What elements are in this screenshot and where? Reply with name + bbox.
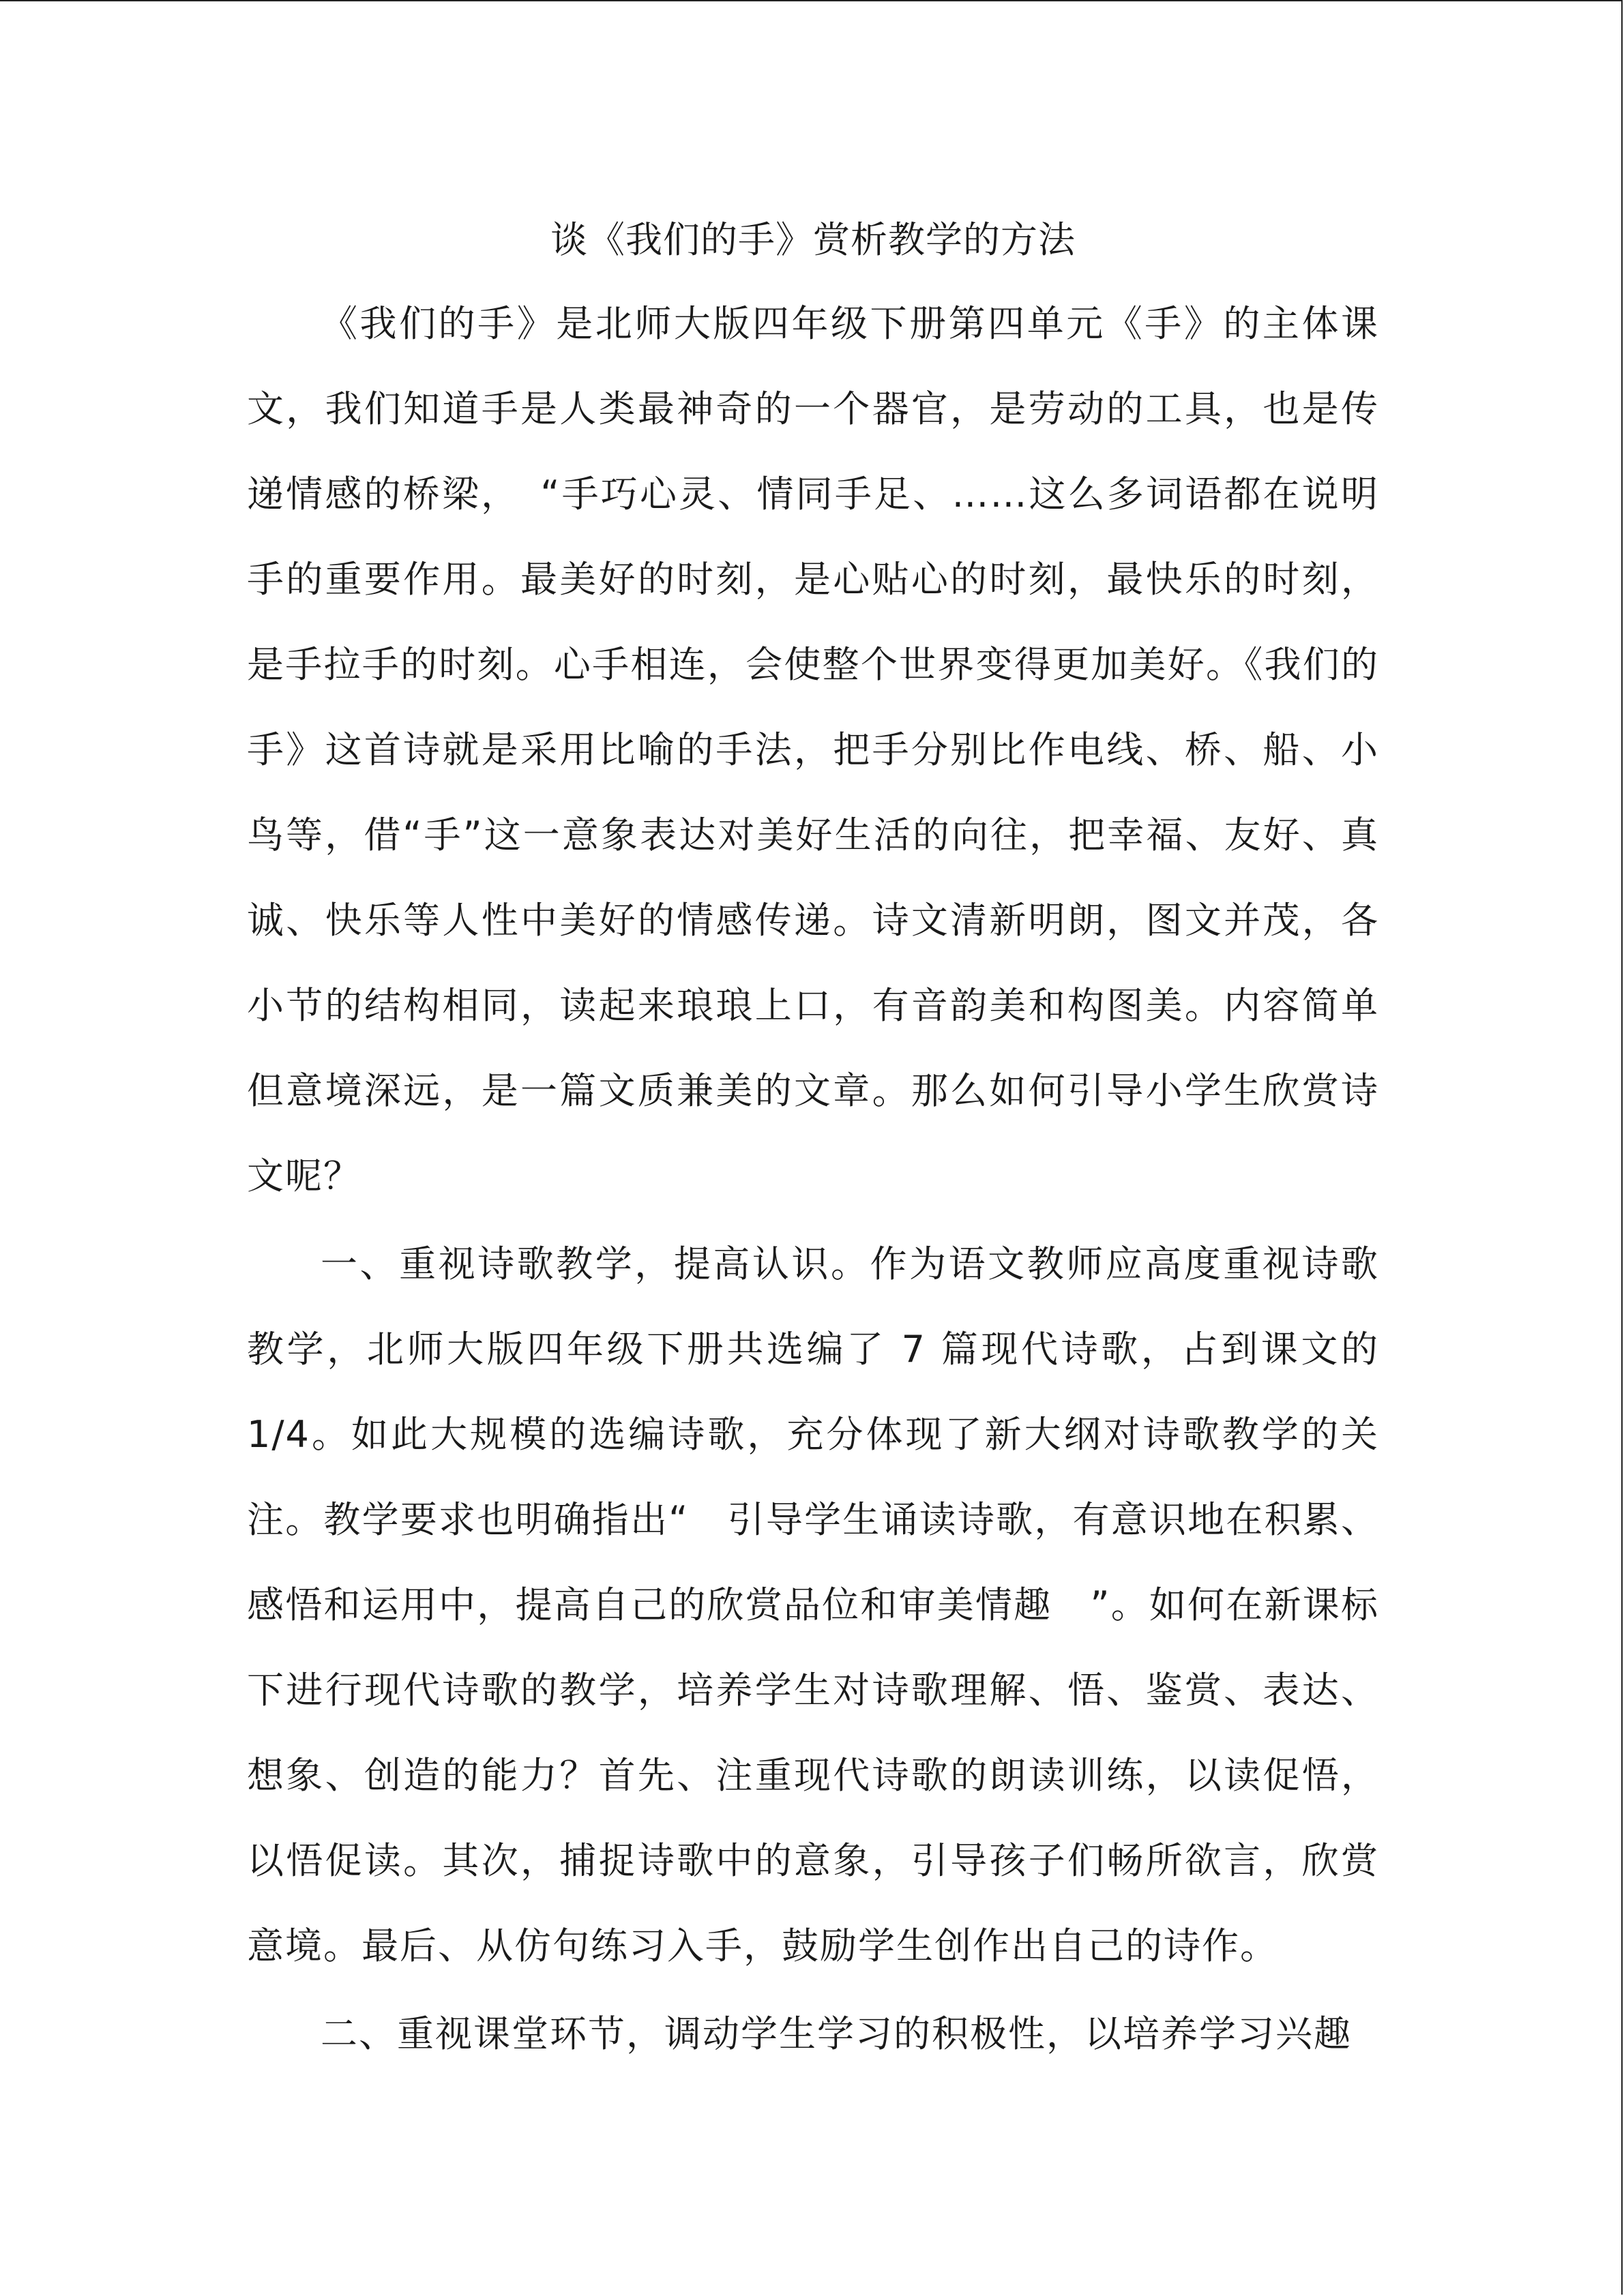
paragraph-section-two: 二、重视课堂环节，调动学生学习的积极性，以培养学习兴趣	[321, 2012, 1352, 2055]
paragraph-section-one: 一、重视诗歌教学，提高认识。作为语文教师应高度重视诗歌教学，北师大版四年级下册共选编了 7 篇现代诗歌，占到课文的 1/4。如此大规模的选编诗歌，充分体现了新大纲对诗歌教学的关注。教学要求也明确指出“ 引导学生诵读诗歌，有意识地在积累、感悟和运用中，提高自己的欣赏品位和审美情趣 ”。如何在新课标下进行现代诗歌的教学，培养学生对诗歌理解、悟、鉴赏、表达、想象、创造的能力？首先、注重现代诗歌的朗读训练，以读促悟，以悟促读。其次，捕捉诗歌中的意象，引导孩子们畅所欲言，欣赏意境。最后、从仿句练习入手，鼓励学生创作出自己的诗作。	[247, 1242, 1379, 1967]
paragraph-intro: 《我们的手》是北师大版四年级下册第四单元《手》的主体课文，我们知道手是人类最神奇的一个器官，是劳动的工具，也是传递情感的桥梁， “手巧心灵、情同手足、……这么多词语都在说明手的重要作用。最美好的时刻，是心贴心的时刻，最快乐的时刻，是手拉手的时刻。心手相连，会使整个世界变得更加美好。《我们的手》这首诗就是采用比喻的手法，把手分别比作电线、桥、船、小鸟等，借“手”这一意象表达对美好生活的向往，把幸福、友好、真诚、快乐等人性中美好的情感传递。诗文清新明朗，图文并茂，各小节的结构相同，读起来琅琅上口，有音韵美和构图美。内容简单但意境深远，是一篇文质兼美的文章。那么如何引导小学生欣赏诗文呢？	[247, 302, 1379, 1197]
document-body	[247, 205, 1379, 2076]
document-title: 谈《我们的手》赏析教学的方法	[550, 218, 1076, 261]
